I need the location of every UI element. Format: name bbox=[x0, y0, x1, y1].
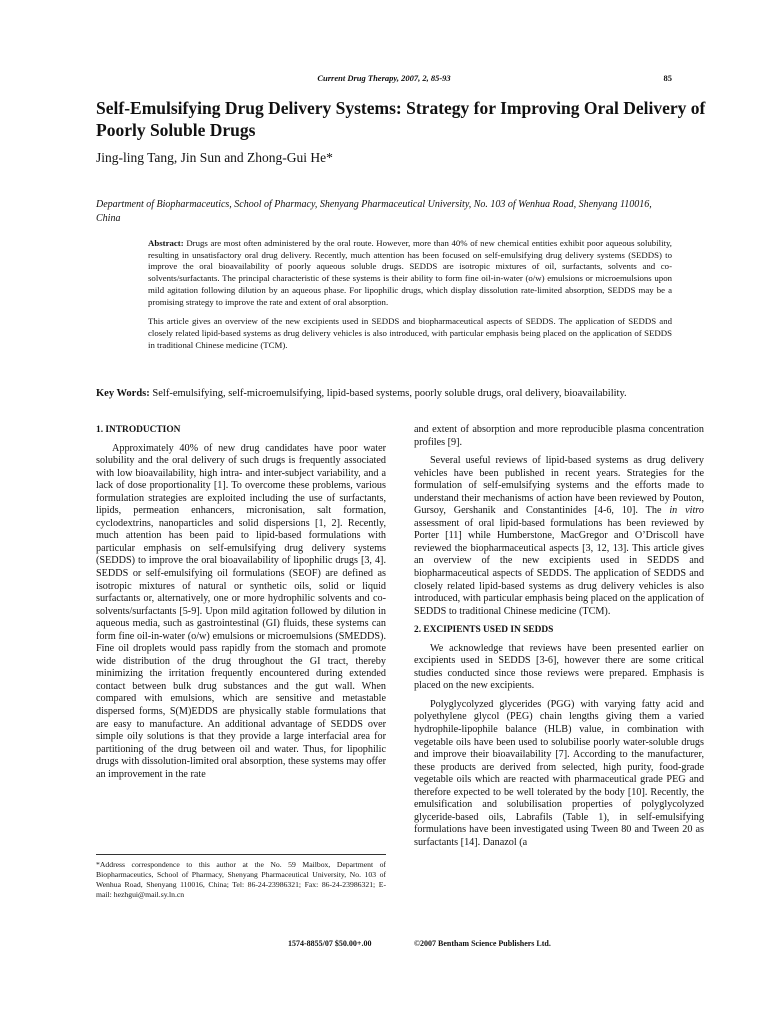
article-title: Self-Emulsifying Drug Delivery Systems: Strategy for Improving Oral Delivery of Poorly Soluble Drugs bbox=[96, 98, 706, 140]
abstract-text-1: Drugs are most often administered by the oral route. However, more than 40% of new chemical entities exhibit poor aqueous solubility, resulting in unsatisfactory oral drug delivery. Recently, much attention has been focused on self-emulsifying drug delivery systems (SEDDS) to improve the oral bioavailability of poorly aqueous soluble drugs. SEDDS are isotropic mixtures of oil, surfactants, solvents and co-solvents/surfactants. The principal characteristic of these systems is their ability to form fine oil-in-water (o/w) emulsions or microemulsions upon mild agitation following dilution by an aqueous phase. For lipophilic drugs, which display dissolution rate-limited absorption, SEDDS may be a promising strategy to improve the rate and extent of oral absorption. bbox=[148, 238, 672, 307]
reviews-text-italic: in vitro bbox=[669, 505, 704, 517]
copyright: ©2007 Bentham Science Publishers Ltd. bbox=[414, 939, 551, 948]
section-heading-excipients: 2. EXCIPIENTS USED IN SEDDS bbox=[414, 625, 554, 636]
correspondence-footnote: *Address correspondence to this author at the No. 59 Mailbox, Department of Biopharmaceutics, School of Pharmacy, Shenyang Pharmaceutical University, No. 103 of Wenhua Road, Shenyang 110016, China; Tel: 86-24-23986321; Fax: 86-24-23986321; E-mail: hezhgui@mail.sy.ln.cn bbox=[96, 854, 386, 900]
intro-paragraph: Approximately 40% of new drug candidates have poor water solubility and the oral delivery of such drugs is frequently associated with low bioavailability, high intra- and inter-subject variability, and a lack of dose proportionality [1]. To overcome these problems, various formulation strategies are exploited including the use of surfactants, lipids, permeation enhancers, micronisation, salt formation, cyclodextrins, nanoparticles and solid dispersions [1, 2]. Recently, much attention has been paid to lipid-based formulations with particular emphasis on self-emulsifying drug delivery systems (SEDDS) to improve the oral bioavailability of lipophilic drugs [3, 4]. SEDDS or self-emulsifying oil formulations (SEOF) are defined as isotropic mixtures of natural or synthetic oils, solid or liquid surfactants or, alternatively, one or more hydrophilic solvents and co-solvents/surfactants [5-9]. Upon mild agitation followed by dilution in aqueous media, such as gastrointestinal (GI) fluids, these systems can form fine oil-in-water (o/w) emulsions or microemulsions (SMEDDS). Fine oil droplets would pass rapidly from the stomach and promote wide distribution of the drug throughout the GI tract, thereby minimizing the irritation frequently encountered during extended contact between bulk drug substances and the gut wall. When compared with emulsions, which are sensitive and metastable dispersed forms, S(M)EDDS are physically stable formulations that are easy to manufacture. An additional advantage of SEDDS over simple oily solutions is that they provide a large interfacial area for partitioning of the drug between oil and water. Thus, for lipophilic drugs with dissolution-limited oral absorption, these systems may offer an improvement in the rate bbox=[96, 442, 386, 780]
page-number: 85 bbox=[663, 73, 672, 83]
author-list: Jing-ling Tang, Jin Sun and Zhong-Gui He* bbox=[96, 150, 333, 165]
abstract-paragraph-1 bbox=[148, 238, 672, 308]
abstract-label: Abstract: bbox=[148, 238, 184, 248]
reviews-text-b: assessment of oral lipid-based formulations has been reviewed by Porter [11] while Humberstone, MacGregor and O’Driscoll have reviewed the biopharmaceutical aspects [3, 12, 13]. This article gives an overview of the new excipients used in SEDDS and biopharmaceutical aspects of SEDDS. The application of SEDDS and closely related lipid-based systems as drug delivery vehicles is also introduced, with particular emphasis being placed on the application of SEDDS to traditional Chinese medicine (TCM). bbox=[414, 517, 704, 617]
reviews-paragraph bbox=[414, 455, 704, 618]
continued-paragraph: and extent of absorption and more reproducible plasma concentration profiles [9]. bbox=[414, 424, 704, 448]
keywords-label: Key Words: bbox=[96, 388, 150, 399]
section-heading-introduction: 1. INTRODUCTION bbox=[96, 425, 181, 435]
left-column bbox=[96, 424, 386, 787]
abstract bbox=[148, 238, 672, 359]
excipients-paragraph-1: We acknowledge that reviews have been presented earlier on excipients used in SEDDS [3-6], however there are some critical studies conducted since those reviews were prepared. Emphasis is placed on the new excipients. bbox=[414, 642, 704, 692]
keywords bbox=[96, 388, 706, 399]
affiliation: Department of Biopharmaceutics, School of Pharmacy, Shenyang Pharmaceutical University, No. 103 of Wenhua Road, Shenyang 110016, China bbox=[96, 199, 652, 224]
abstract-paragraph-2: This article gives an overview of the new excipients used in SEDDS and biopharmaceutical aspects of SEDDS. The application of SEDDS and closely related lipid-based systems as drug delivery vehicles is also introduced, with particular emphasis being placed on the application of SEDDS in traditional Chinese medicine (TCM). bbox=[148, 316, 672, 350]
reviews-text-a: Several useful reviews of lipid-based systems as drug delivery vehicles have been published in recent years. Strategies for the formulation of self-emulsifying systems and the efforts made to understand their mechanisms of action have been reviewed by Pouton, Gursoy, Gershanik and Constantinides [4-6, 10]. The bbox=[414, 455, 704, 517]
excipients-paragraph-2: Polyglycolyzed glycerides (PGG) with varying fatty acid and polyethylene glycol (PEG) chain lengths giving them a varied hydrophile-lipophile balance (HLB) value, in combination with vegetable oils have been used to solubilise poorly water-soluble drugs and improve their bioavailability [7]. According to the manufacturer, these products are derived from selected, high purity, food-grade vegetable oils which are reacted with pharmaceutical grade PEG and therefore expected to be well tolerated by the body [10]. Recently, the emulsification and solubilisation properties of polyglycolyzed glyceride-based oils, Labrafils (Table 1), in self-emulsifying formulations have been investigated using Tween 80 and Tween 20 as surfactants [14]. Danazol (a bbox=[414, 698, 704, 848]
running-head: Current Drug Therapy, 2007, 2, 85-93 bbox=[317, 73, 451, 83]
issn-price: 1574-8855/07 $50.00+.00 bbox=[288, 939, 372, 948]
right-column bbox=[414, 424, 704, 856]
keywords-text: Self-emulsifying, self-microemulsifying, lipid-based systems, poorly soluble drugs, oral delivery, bioavailability. bbox=[152, 388, 627, 399]
